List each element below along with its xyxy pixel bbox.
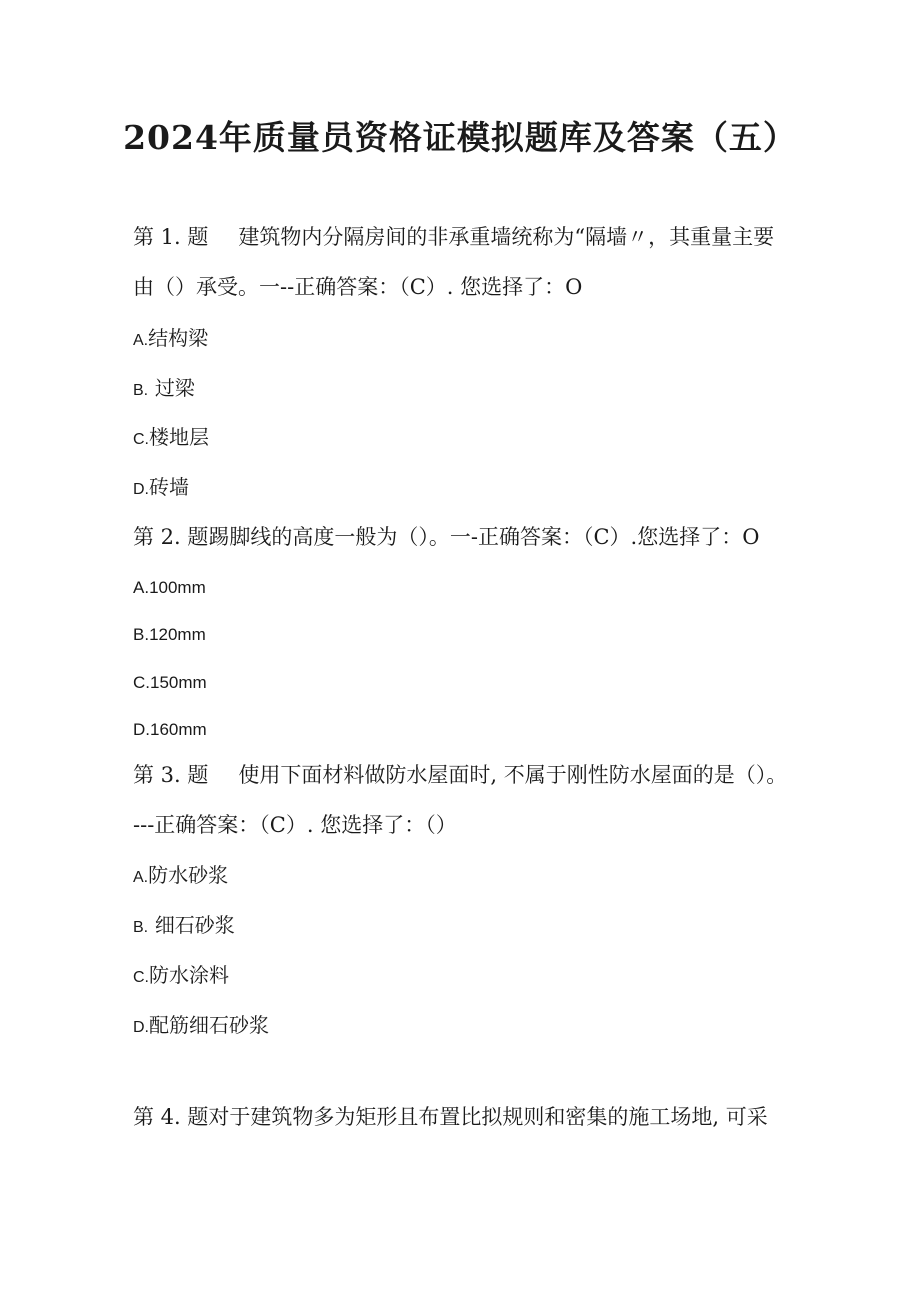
question-2-stem bbox=[133, 522, 759, 552]
option-letter: B. bbox=[133, 919, 149, 936]
option-text: 楼地层 bbox=[149, 425, 209, 449]
option-text: 结构梁 bbox=[148, 326, 209, 350]
option-letter: D. bbox=[133, 720, 150, 739]
question-2-option-c bbox=[133, 668, 207, 698]
question-1-number: 第 1. 题 bbox=[133, 225, 209, 249]
question-3-number: 第 3. 题 bbox=[133, 763, 209, 787]
question-3-stem-line1: 使用下面材料做防水屋面时, 不属于刚性防水屋面的是（）。 bbox=[238, 763, 788, 787]
question-1-stem-line1: 建筑物内分隔房间的非承重墙统称为“隔墙〃，其重量主要 bbox=[238, 225, 775, 249]
option-text: 160mm bbox=[150, 720, 207, 739]
option-text: 过梁 bbox=[154, 376, 195, 400]
question-1-option-a bbox=[133, 323, 208, 356]
option-letter: C. bbox=[133, 673, 150, 692]
option-letter: A. bbox=[133, 578, 150, 597]
question-4-stem-line1: 对于建筑物多为矩形且布置比拟规则和密集的施工场地, 可采 bbox=[208, 1105, 768, 1129]
option-text: 防水涂料 bbox=[149, 963, 229, 987]
question-1-stem-continued bbox=[133, 272, 582, 302]
question-3-option-b bbox=[133, 910, 235, 943]
option-letter: D. bbox=[133, 1019, 149, 1036]
question-2-option-b bbox=[133, 620, 206, 650]
option-text: 配筋细石砂浆 bbox=[149, 1013, 269, 1037]
question-3-option-d bbox=[133, 1010, 269, 1043]
question-2-stem-line1: 踢脚线的高度一般为（）。一-正确答案：（C）.您选择了：O bbox=[208, 525, 760, 549]
option-text: 120mm bbox=[149, 625, 206, 644]
question-1-option-b bbox=[133, 373, 195, 406]
option-letter: B. bbox=[133, 382, 149, 399]
question-3-option-a bbox=[133, 860, 228, 893]
question-2-number: 第 2. 题 bbox=[133, 525, 209, 549]
option-text: 150mm bbox=[150, 673, 207, 692]
option-letter: C. bbox=[133, 431, 149, 448]
question-4-stem bbox=[133, 1102, 768, 1132]
question-2-option-a bbox=[133, 573, 206, 603]
question-1-option-d bbox=[133, 472, 189, 505]
question-3-stem-line2: ---正确答案：（C）. 您选择了：（） bbox=[133, 813, 457, 837]
question-3-option-c bbox=[133, 960, 229, 993]
option-letter: D. bbox=[133, 481, 149, 498]
question-1-stem bbox=[133, 222, 774, 252]
option-text: 100mm bbox=[149, 578, 206, 597]
option-letter: A. bbox=[133, 332, 149, 349]
option-letter: B. bbox=[133, 625, 150, 644]
option-text: 细石砂浆 bbox=[154, 913, 235, 937]
option-letter: A. bbox=[133, 869, 149, 886]
option-text: 防水砂浆 bbox=[148, 863, 229, 887]
document-title: 2024年质量员资格证模拟题库及答案（五） bbox=[123, 118, 797, 157]
question-4-number: 第 4. 题 bbox=[133, 1105, 209, 1129]
option-text: 砖墙 bbox=[149, 475, 189, 499]
question-2-option-d bbox=[133, 715, 207, 745]
question-3-stem bbox=[133, 760, 787, 790]
question-3-stem-continued bbox=[133, 810, 457, 840]
question-1-stem-line2: 由（）承受。一--正确答案：（C）. 您选择了：O bbox=[133, 275, 583, 299]
option-letter: C. bbox=[133, 969, 149, 986]
question-1-option-c bbox=[133, 422, 209, 455]
